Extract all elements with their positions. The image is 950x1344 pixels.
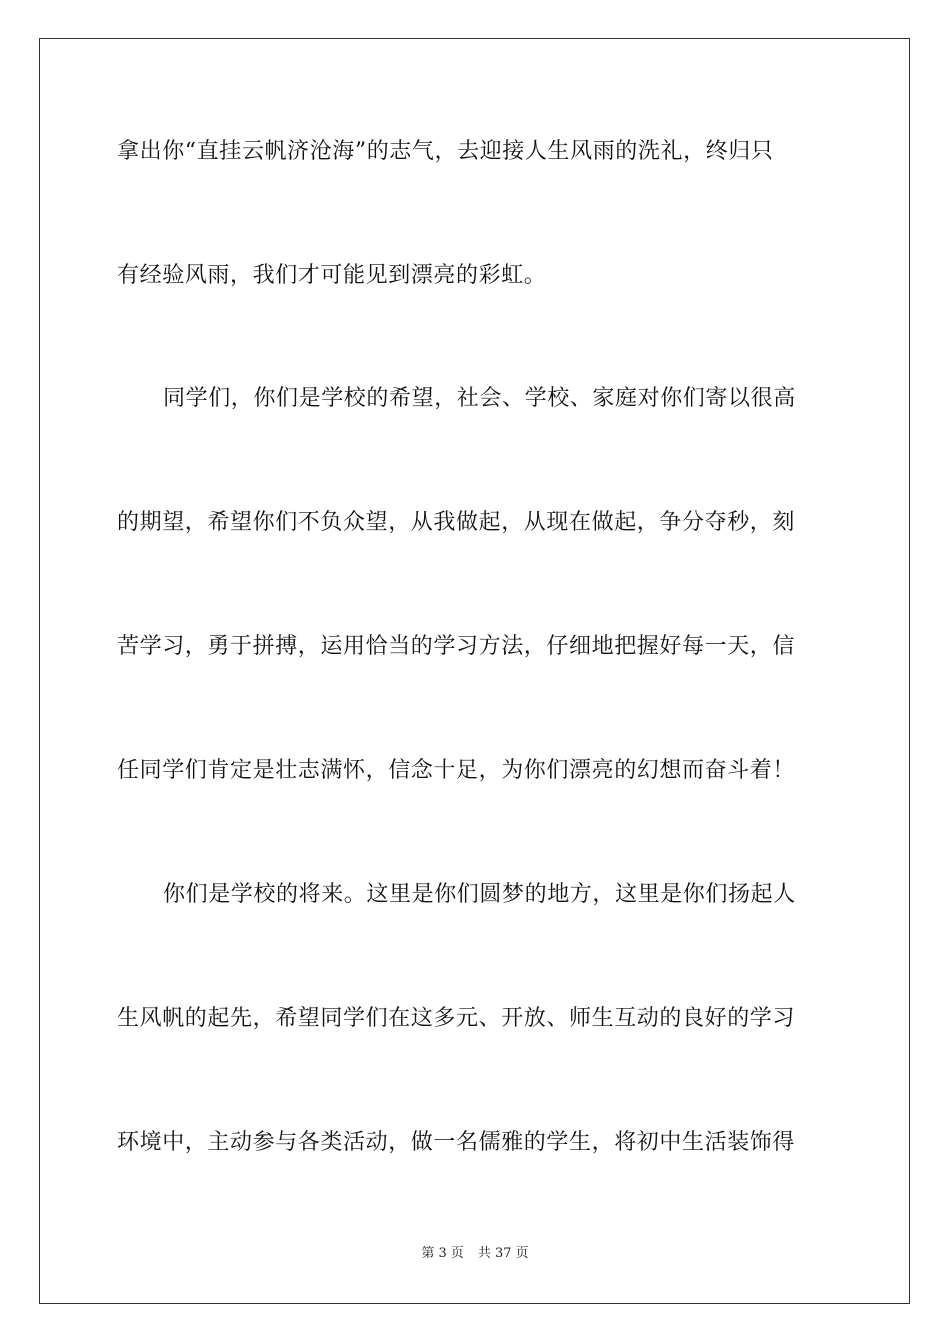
page-frame xyxy=(39,38,910,1304)
body-text-line: 的期望，希望你们不负众望，从我做起，从现在做起，争分夺秒，刻 xyxy=(117,510,796,535)
page-footer xyxy=(0,1245,950,1263)
body-text-line: 苦学习，勇于拼搏，运用恰当的学习方法，仔细地把握好每一天，信 xyxy=(117,634,796,659)
body-text-line: 拿出你“直挂云帆济沧海”的志气，去迎接人生风雨的洗礼，终归只 xyxy=(117,139,774,164)
body-text-line: 有经验风雨，我们才可能见到漂亮的彩虹。 xyxy=(117,263,547,288)
body-text-line: 生风帆的起先，希望同学们在这多元、开放、师生互动的良好的学习 xyxy=(117,1006,796,1031)
paragraph-first-line: 你们是学校的将来。这里是你们圆梦的地方，这里是你们扬起人 xyxy=(163,882,796,907)
paragraph-first-line: 同学们，你们是学校的希望，社会、学校、家庭对你们寄以很高 xyxy=(163,386,796,411)
body-text-line: 环境中，主动参与各类活动，做一名儒雅的学生，将初中生活装饰得 xyxy=(117,1130,796,1155)
page-total: 共 37 页 xyxy=(477,1246,529,1261)
body-text-line: 任同学们肯定是壮志满怀，信念十足，为你们漂亮的幻想而奋斗着！ xyxy=(117,758,796,783)
page-number: 第 3 页 xyxy=(421,1246,464,1261)
